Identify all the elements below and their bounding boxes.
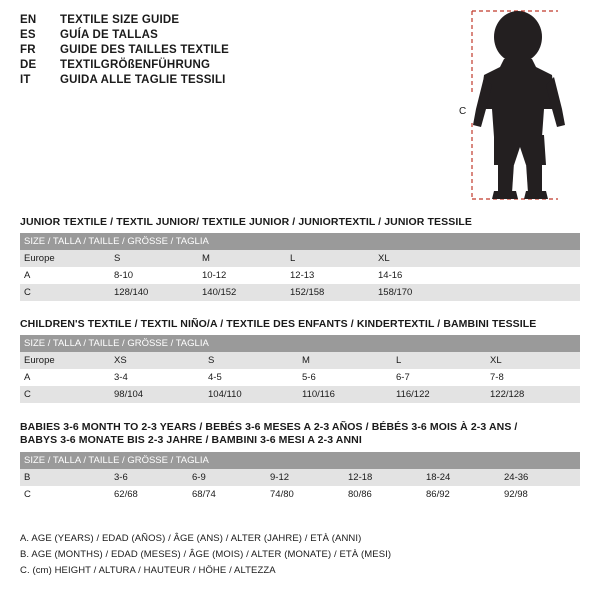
table-row bbox=[20, 369, 580, 386]
cell: XL bbox=[486, 352, 580, 369]
cell-empty bbox=[462, 284, 580, 301]
cell: 18-24 bbox=[422, 469, 500, 486]
table-row bbox=[20, 386, 580, 403]
cell: 140/152 bbox=[198, 284, 286, 301]
cell: 6-9 bbox=[188, 469, 266, 486]
row-label: B bbox=[20, 469, 110, 486]
cell: 122/128 bbox=[486, 386, 580, 403]
table-row bbox=[20, 469, 580, 486]
header-row bbox=[20, 44, 440, 56]
footnote-age-months: B. AGE (MONTHS) / EDAD (MESES) / ÂGE (MOIS) / ALTER (MONATE) / ETÀ (MESI) bbox=[20, 549, 392, 560]
row-label: A bbox=[20, 267, 110, 284]
header-lang-en: EN bbox=[20, 14, 37, 26]
cell: L bbox=[392, 352, 486, 369]
header-text-de: TEXTILGRÖßENFÜHRUNG bbox=[60, 59, 211, 71]
table-header-label: SIZE / TALLA / TAILLE / GRÖSSE / TAGLIA bbox=[20, 335, 580, 352]
cell: S bbox=[204, 352, 298, 369]
cell: 104/110 bbox=[204, 386, 298, 403]
table-header-row bbox=[20, 335, 580, 352]
header-lang-it: IT bbox=[20, 74, 31, 86]
header-row bbox=[20, 59, 440, 71]
section-junior-textile bbox=[20, 216, 580, 301]
cell: M bbox=[298, 352, 392, 369]
cell: 152/158 bbox=[286, 284, 374, 301]
header-lang-de: DE bbox=[20, 59, 37, 71]
cell: 158/170 bbox=[374, 284, 462, 301]
section-title: CHILDREN'S TEXTILE / TEXTIL NIÑO/A / TEXTILE DES ENFANTS / KINDERTEXTIL / BAMBINI TESSILE bbox=[20, 318, 537, 330]
header-row bbox=[20, 29, 440, 41]
header-text-it: GUIDA ALLE TAGLIE TESSILI bbox=[60, 74, 226, 86]
footnote-age-years: A. AGE (YEARS) / EDAD (AÑOS) / ÂGE (ANS) / ALTER (JAHRE) / ETÀ (ANNI) bbox=[20, 533, 362, 544]
footnotes bbox=[20, 533, 580, 581]
table-header-label: SIZE / TALLA / TAILLE / GRÖSSE / TAGLIA bbox=[20, 233, 580, 250]
cell: 3-6 bbox=[110, 469, 188, 486]
footnote-height: C. (cm) HEIGHT / ALTURA / HAUTEUR / HÖHE / ALTEZZA bbox=[20, 565, 276, 576]
cell: 116/122 bbox=[392, 386, 486, 403]
cell: 12-18 bbox=[344, 469, 422, 486]
row-label: C bbox=[20, 486, 110, 503]
section-babies-textile bbox=[20, 421, 580, 503]
child-silhouette-icon bbox=[440, 5, 590, 205]
cell: L bbox=[286, 250, 374, 267]
table-row bbox=[20, 284, 580, 301]
row-label: C bbox=[20, 284, 110, 301]
header-row bbox=[20, 74, 440, 86]
row-label: Europe bbox=[20, 352, 110, 369]
cell: 7-8 bbox=[486, 369, 580, 386]
row-label: Europe bbox=[20, 250, 110, 267]
cell: 92/98 bbox=[500, 486, 580, 503]
table-header-row bbox=[20, 233, 580, 250]
header-row bbox=[20, 14, 440, 26]
cell-empty bbox=[462, 267, 580, 284]
cell: 74/80 bbox=[266, 486, 344, 503]
cell: 10-12 bbox=[198, 267, 286, 284]
cell: 80/86 bbox=[344, 486, 422, 503]
cell: 3-4 bbox=[110, 369, 204, 386]
row-label: A bbox=[20, 369, 110, 386]
section-title-line1: BABIES 3-6 MONTH TO 2-3 YEARS / BEBÉS 3-6 MESES A 2-3 AÑOS / BÉBÉS 3-6 MOIS À 2-3 ANS / bbox=[20, 421, 518, 433]
section-title bbox=[20, 421, 580, 447]
table-row bbox=[20, 267, 580, 284]
junior-size-table bbox=[20, 233, 580, 301]
row-label: C bbox=[20, 386, 110, 403]
section-children-textile bbox=[20, 318, 580, 403]
header bbox=[20, 14, 440, 89]
cell: M bbox=[198, 250, 286, 267]
cell: 86/92 bbox=[422, 486, 500, 503]
babies-size-table bbox=[20, 452, 580, 503]
section-title: JUNIOR TEXTILE / TEXTIL JUNIOR/ TEXTILE JUNIOR / JUNIORTEXTIL / JUNIOR TESSILE bbox=[20, 216, 472, 228]
cell: 4-5 bbox=[204, 369, 298, 386]
header-text-fr: GUIDE DES TAILLES TEXTILE bbox=[60, 44, 229, 56]
cell: 68/74 bbox=[188, 486, 266, 503]
cell: XL bbox=[374, 250, 462, 267]
cell: 6-7 bbox=[392, 369, 486, 386]
section-title-line2: BABYS 3-6 MONATE BIS 2-3 JAHRE / BAMBINI 3-6 MESI A 2-3 ANNI bbox=[20, 434, 362, 446]
cell-empty bbox=[462, 250, 580, 267]
cell: 62/68 bbox=[110, 486, 188, 503]
header-lang-fr: FR bbox=[20, 44, 36, 56]
header-text-en: TEXTILE SIZE GUIDE bbox=[60, 14, 180, 26]
cell: 5-6 bbox=[298, 369, 392, 386]
figure-height-label: C bbox=[459, 106, 467, 117]
cell: 8-10 bbox=[110, 267, 198, 284]
children-size-table bbox=[20, 335, 580, 403]
cell: 110/116 bbox=[298, 386, 392, 403]
table-row bbox=[20, 352, 580, 369]
table-header-label: SIZE / TALLA / TAILLE / GRÖSSE / TAGLIA bbox=[20, 452, 580, 469]
cell: 12-13 bbox=[286, 267, 374, 284]
cell: S bbox=[110, 250, 198, 267]
cell: 128/140 bbox=[110, 284, 198, 301]
cell: 9-12 bbox=[266, 469, 344, 486]
header-text-es: GUÍA DE TALLAS bbox=[60, 29, 158, 41]
table-row bbox=[20, 486, 580, 503]
header-lang-es: ES bbox=[20, 29, 36, 41]
cell: XS bbox=[110, 352, 204, 369]
table-header-row bbox=[20, 452, 580, 469]
cell: 98/104 bbox=[110, 386, 204, 403]
cell: 14-16 bbox=[374, 267, 462, 284]
table-row bbox=[20, 250, 580, 267]
cell: 24-36 bbox=[500, 469, 580, 486]
